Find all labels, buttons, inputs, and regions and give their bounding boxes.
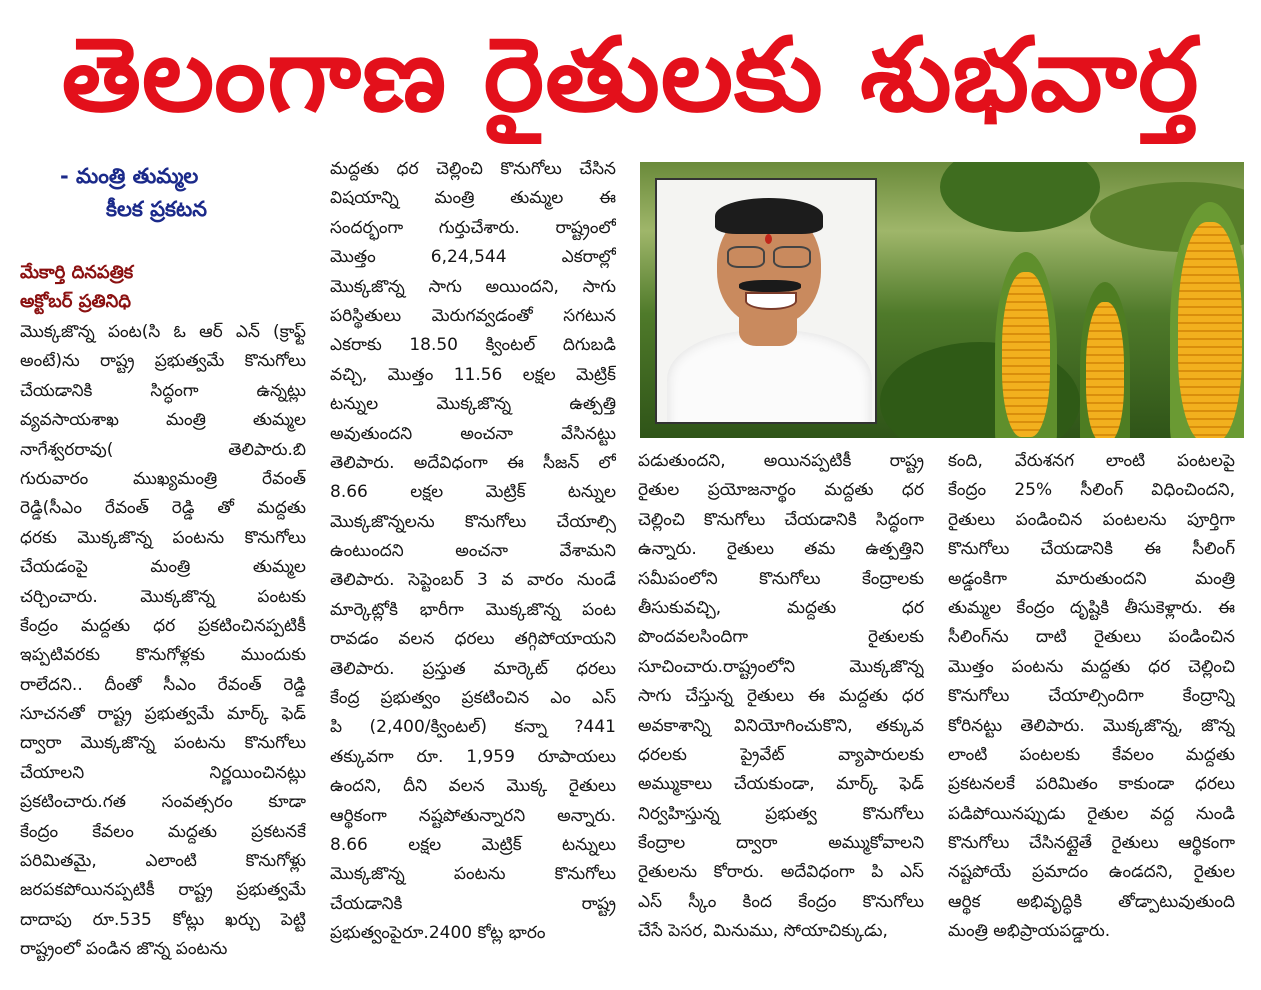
article-line: కంది, వేరుశనగ లాంటి పంటలపై [948,451,1235,471]
article-line: కేంద్రం మద్దతు ధర ప్రకటించినప్పటికీ [20,615,306,636]
article-line: తక్కువగా రూ. 1,959 రూపాయలు [330,746,616,767]
article-line: తెలిపారు. అదేవిధంగా ఈ సీజన్ లో [330,452,616,473]
article-line: ఆర్థిక అభివృద్ధికి తోడ్పాటువుతుంది [948,891,1235,912]
article-line: కొనుగోలు చేయడానికి ఈ సీలింగ్ [948,539,1235,560]
article-line: చేయడంపై మంత్రి తుమ్మల [20,557,306,578]
article-line: అవుతుందని అంచనా వేసినట్టు [330,423,616,444]
byline-line-2: అక్టోబర్ ప్రతినిధి [20,291,131,312]
article-line: అంటే)ను రాష్ట్ర ప్రభుత్వమే కొనుగోలు [20,351,306,372]
article-line: తుమ్మల కేంద్రం దృష్టికి తీసుకెళ్లారు. ఈ [948,597,1235,618]
article-line: పరిమితమై, ఎలాంటి కొనుగోళ్లు [20,851,306,872]
article-line: సీలింగ్‌ను దాటి రైతులు పండించిన [948,627,1235,648]
article-line: గురువారం ముఖ్యమంత్రి రేవంత్ [20,468,306,489]
article-line: మంత్రి అభిప్రాయపడ్డారు. [948,921,1111,942]
article-line: అడ్డంకిగా మారుతుందని మంత్రి [948,568,1235,589]
article-column-3 [638,447,924,947]
article-line: కేంద్రం 25% సీలింగ్ విధించిందని, [948,480,1235,501]
article-column-2 [330,155,616,949]
article-line: తెలిపారు. సెప్టెంబర్ 3 వ వారం నుండే [330,570,616,591]
article-line: చేసే పెసర, మినుము, సోయాచిక్కుడు, [638,921,888,942]
article-line: చర్చించారు. మొక్కజొన్న పంటకు [20,586,306,607]
article-line: తీసుకువచ్చి, మద్దతు ధర [638,597,924,618]
article-line: ధరకు మొక్కజొన్న పంటను కొనుగోలు [20,527,306,548]
article-line: నాగేశ్వరరావు( తెలిపారు.బి [20,439,306,460]
article-line: పడిపోయినప్పుడు రైతుల వద్ద నుండి [948,803,1235,824]
article-line: రైతులు పండించిన పంటలను పూర్తిగా [948,509,1235,530]
article-line: రాష్ట్రంలో పండిన జొన్న పంటను [20,939,228,960]
article-line: 8.66 లక్షల మెట్రిక్ టన్నులు [330,834,616,855]
subhead [60,160,300,226]
article-line: జరపకపోయినప్పటికీ రాష్ట్ర ప్రభుత్వమే [20,880,306,901]
article-line: చేయడానికి రాష్ట్ర [330,893,616,914]
article-line: కొనుగోలు చేసినట్లైతే రైతులు ఆర్థికంగా [948,833,1235,854]
article-line: సమీపంలోని కొనుగోలు కేంద్రాలకు [638,568,924,589]
article-line: ఎస్ స్కీం కింద కేంద్రం కొనుగోలు [638,891,924,912]
article-line: రావడం వలన ధరలు తగ్గిపోయాయని [330,629,616,650]
article-line: మొక్కజొన్నలను కొనుగోలు చేయాల్సి [330,511,616,532]
article-line: 8.66 లక్షల మెట్రిక్ టన్నుల [330,482,616,503]
article-line: విషయాన్ని మంత్రి తుమ్మల ఈ [330,188,616,209]
article-line: పొందవలసిందిగా రైతులకు [638,627,924,648]
article-line: మొత్తం పంటను మద్దతు ధర చెల్లించి [948,656,1235,677]
article-line: ధరలకు ప్రైవేట్ వ్యాపారులకు [638,744,924,765]
article-line: ఉంటుందని అంచనా వేశామని [330,541,616,562]
article-line: ఉన్నారు. రైతులు తమ ఉత్పత్తిని [638,539,924,560]
byline [20,258,300,316]
article-line: తెలిపారు. ప్రస్తుత మార్కెట్ ధరలు [330,658,616,679]
article-line: రైతులను కోరారు. అదేవిధంగా పి ఎస్ [638,862,924,883]
article-line: చేయాలని నిర్ణయించినట్లు [20,762,306,783]
article-line: అమ్ముకాలు చేయకుండా, మార్క్ ఫెడ్ [638,774,924,795]
article-line: ప్రకటనలకే పరిమితం కాకుండా ధరలు [948,774,1235,795]
article-line: ఇప్పటివరకు కొనుగోళ్లకు ముందుకు [20,645,306,666]
article-line: ఎకరాకు 18.50 క్వింటల్ దిగుబడి [330,335,616,356]
article-line: మద్దతు ధర చెల్లించి కొనుగోలు చేసిన [330,159,616,179]
article-column-4 [948,447,1235,947]
article-line: కోరినట్టు తెలిపారు. మొక్కజొన్న, జొన్న [948,715,1235,736]
article-line: సందర్భంగా గుర్తుచేశారు. రాష్ట్రంలో [330,217,616,238]
article-line: పరిస్థితులు మెరుగవ్వడంతో సగటున [330,305,616,326]
article-line: పడుతుందని, అయినప్పటికీ రాష్ట్ర [638,451,924,471]
article-line: కేంద్రాల ద్వారా అమ్ముకోవాలని [638,833,924,854]
article-line: చెల్లించి కొనుగోలు చేయడానికి సిద్ధంగా [638,509,924,530]
article-line: అవకాశాన్ని వినియోగించుకొని, తక్కువ [638,715,924,736]
article-column-1 [20,318,306,965]
article-line: వచ్చి, మొత్తం 11.56 లక్షల మెట్రిక్ [330,364,616,385]
article-line: చేయడానికి సిద్ధంగా ఉన్నట్లు [20,380,306,401]
article-line: దాదాపు రూ.535 కోట్లు ఖర్చు పెట్టి [20,909,306,930]
article-line: ఆర్థికంగా నష్టపోతున్నారని అన్నారు. [330,805,616,826]
byline-line-1: మేకార్తి దినపత్రిక [20,262,134,283]
article-line: రెడ్డి(సీఎం రేవంత్ రెడ్డి తో మద్దతు [20,498,306,519]
subhead-line-2: కీలక ప్రకటన [106,197,207,221]
article-line: నిర్వహిస్తున్న ప్రభుత్వ కొనుగోలు [638,803,924,824]
article-line: మార్కెట్లోకి భారీగా మొక్కజొన్న పంట [330,599,616,620]
minister-portrait [655,178,877,424]
article-line: సాగు చేస్తున్న రైతులు ఈ మద్దతు ధర [638,686,924,707]
article-line: కొనుగోలు చేయాల్సిందిగా కేంద్రాన్ని [948,686,1235,707]
article-line: వ్యవసాయశాఖ మంత్రి తుమ్మల [20,410,306,431]
headline: తెలంగాణ రైతులకు శుభవార్త [61,16,1200,135]
article-line: పి (2,400/క్వింటల్) కన్నా ?441 [330,717,616,738]
article-line: ప్రభుత్వంపైరూ.2400 కోట్ల భారం [330,923,546,944]
article-line: మొక్కజొన్న పంట(సి ఓ ఆర్ ఎన్ (క్రాఫ్ట్ [20,322,306,342]
article-line: ద్వారా మొక్కజొన్న పంటను కొనుగోలు [20,733,306,754]
article-line: నష్టపోయే ప్రమాదం ఉండదని, రైతుల [948,862,1235,883]
article-line: మొత్తం 6,24,544 ఎకరాల్లో [330,247,616,268]
article-line: సూచించారు.రాష్ట్రంలోని మొక్కజొన్న [638,656,924,677]
article-line: రాలేదని.. దీంతో సీఎం రేవంత్ రెడ్డి [20,674,306,695]
article-line: టన్నుల మొక్కజొన్న ఉత్పత్తి [330,394,616,415]
article-line: ఉందని, దీని వలన మొక్క రైతులు [330,776,616,797]
article-line: కేంద్ర ప్రభుత్వం ప్రకటించిన ఎం ఎస్ [330,688,616,709]
article-line: సూచనతో రాష్ట్ర ప్రభుత్వమే మార్క్ ఫెడ్ [20,704,306,725]
article-line: ప్రకటించారు.గత సంవత్సరం కూడా [20,792,306,813]
article-line: మొక్కజొన్న పంటను కొనుగోలు [330,864,616,885]
article-line: రైతుల ప్రయోజనార్థం మద్దతు ధర [638,480,924,501]
subhead-line-1: - మంత్రి తుమ్మల [60,164,199,188]
article-line: మొక్కజొన్న సాగు అయిందని, సాగు [330,276,616,297]
article-line: లాంటి పంటలకు కేవలం మద్దతు [948,744,1235,765]
article-line: కేంద్రం కేవలం మద్దతు ప్రకటనకే [20,821,306,842]
